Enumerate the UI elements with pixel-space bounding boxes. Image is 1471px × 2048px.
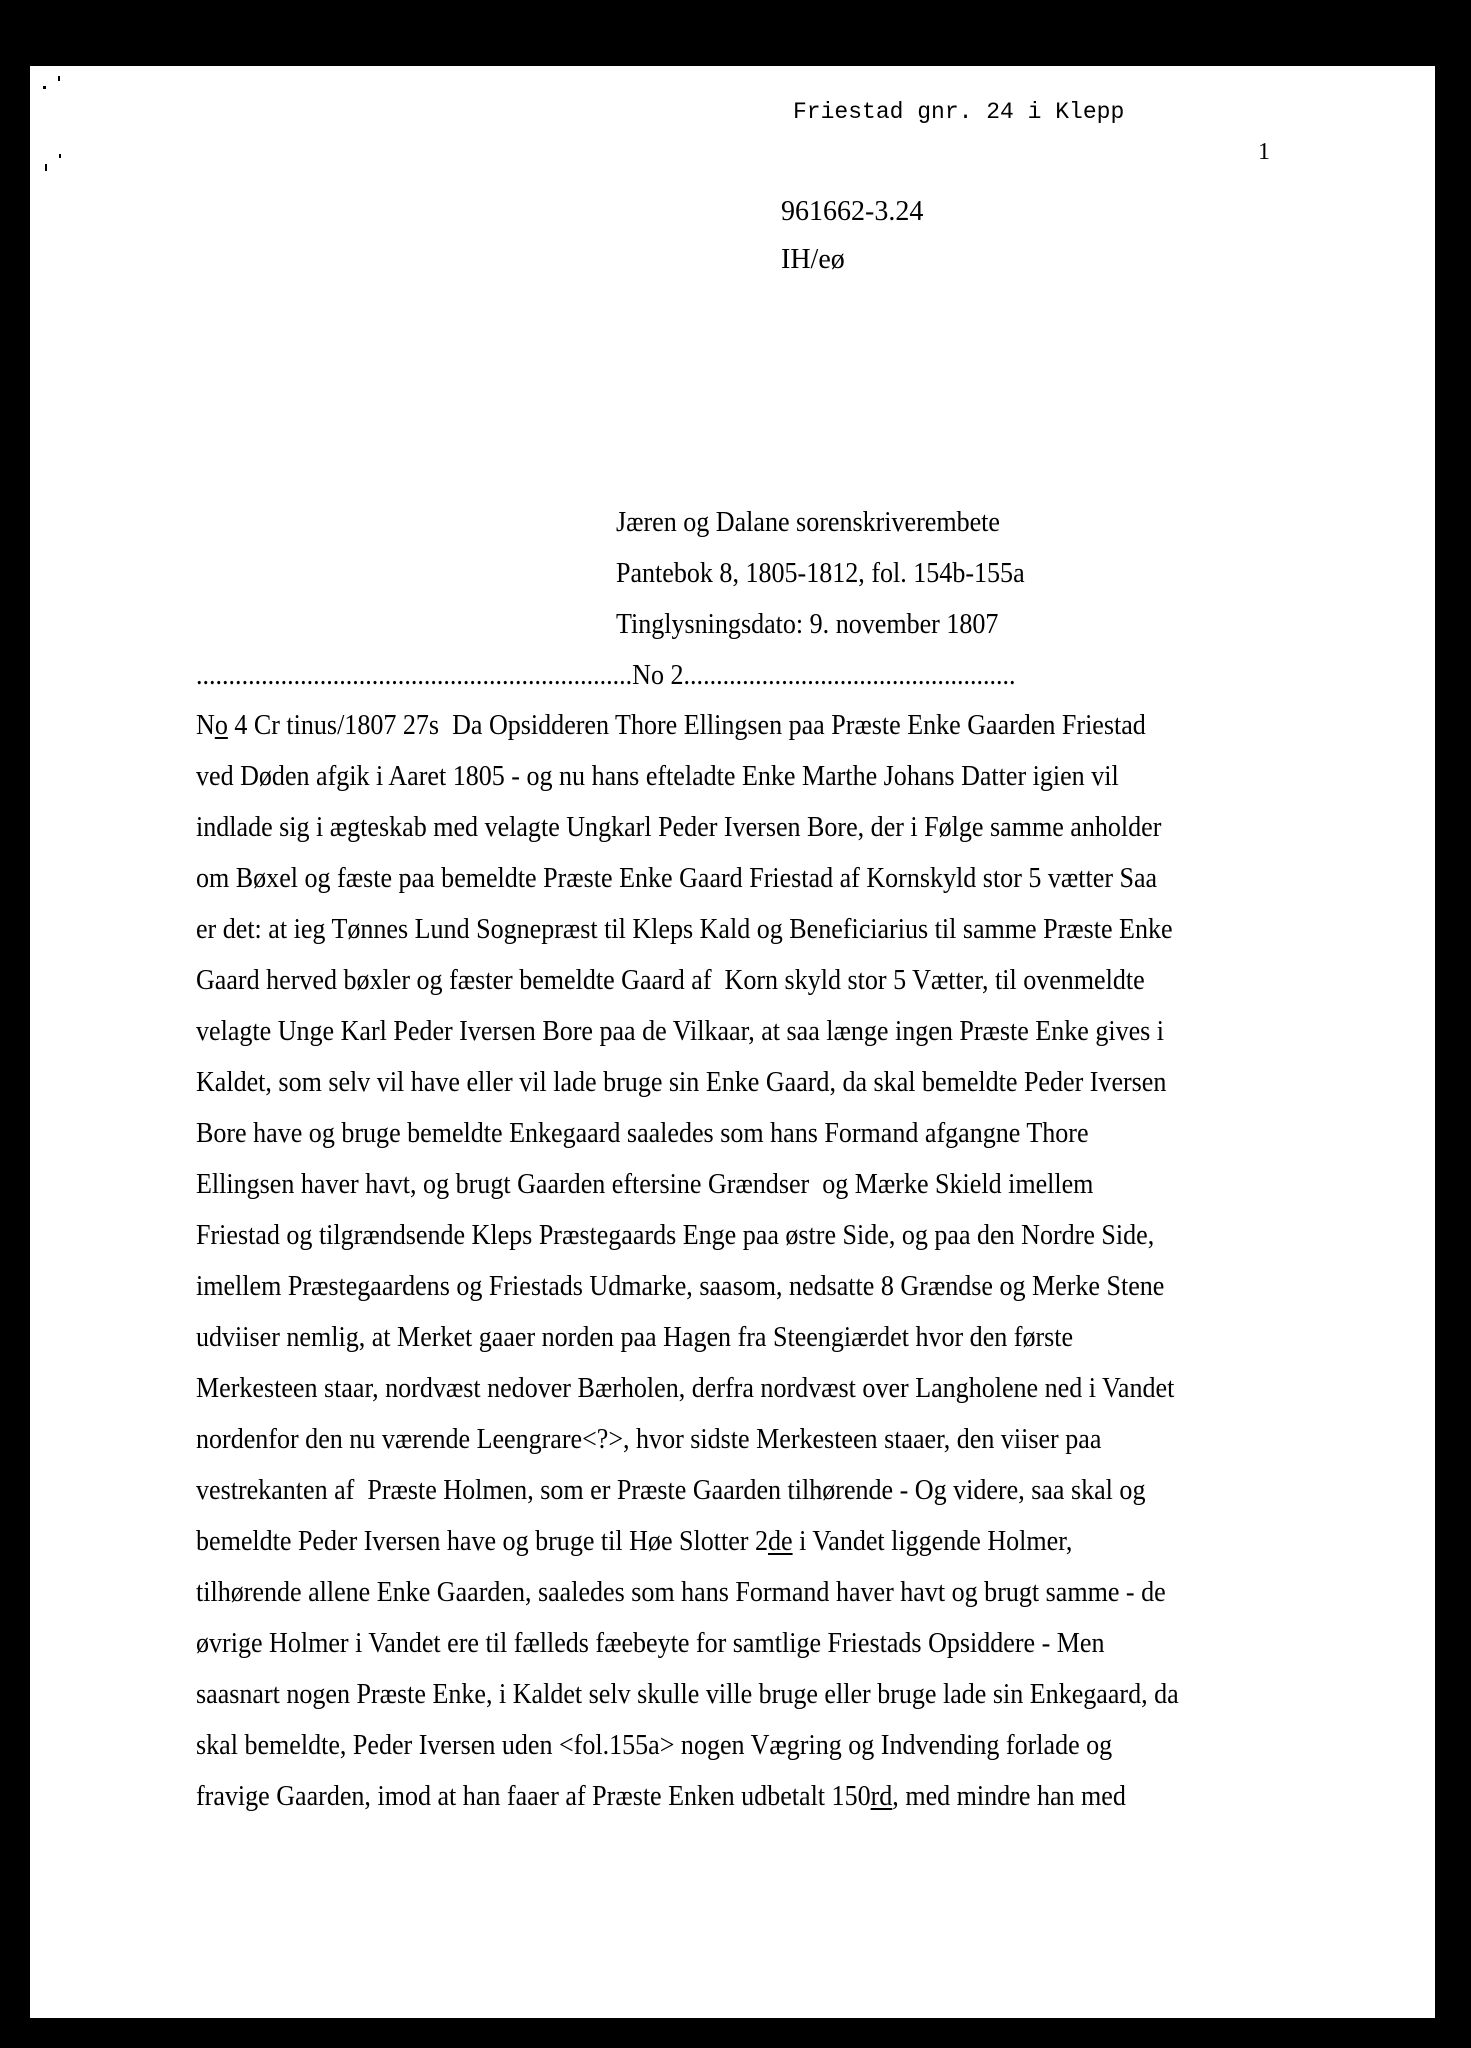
text-segment: øvrige Holmer i Vandet ere til fælleds fæebeyte for samtlige Friestads Opsiddere - Men	[196, 1628, 1105, 1659]
scan-speck	[43, 86, 46, 89]
reference-number: 961662-3.24	[781, 196, 924, 227]
text-segment: om Bøxel og fæste paa bemeldte Præste Enke Gaard Friestad af Kornskyld stor 5 vætter Saa	[196, 863, 1158, 894]
text-segment: fravige Gaarden, imod at han faaer af Præste Enken udbetalt 150	[196, 1781, 871, 1812]
text-segment: Merkesteen staar, nordvæst nedover Bærholen, derfra nordvæst over Langholene ned i Vandet	[196, 1373, 1175, 1404]
text-segment: Kaldet, som selv vil have eller vil lade bruge sin Enke Gaard, da skal bemeldte Peder Iversen	[196, 1067, 1167, 1098]
text-line	[196, 1271, 1164, 1303]
separator-dots-right: ...................................................	[683, 660, 1016, 691]
text-line	[196, 1781, 1126, 1813]
text-line	[196, 1628, 1105, 1660]
underlined-text: rd	[870, 1781, 893, 1812]
author-initials: IH/eø	[781, 244, 845, 275]
text-line	[196, 1067, 1166, 1099]
scan-speck	[59, 154, 61, 158]
text-line	[196, 1118, 1089, 1150]
text-line	[196, 965, 1145, 997]
page-number: 1	[1258, 139, 1270, 165]
text-segment: vestrekanten af Præste Holmen, som er Præste Gaarden tilhørende - Og videre, saa skal og	[196, 1475, 1146, 1506]
text-line	[196, 1322, 1073, 1354]
text-line	[196, 1730, 1112, 1762]
text-segment: Bore have og bruge bemeldte Enkegaard saaledes som hans Formand afgangne Thore	[196, 1118, 1089, 1149]
text-line	[196, 1577, 1166, 1609]
text-segment: imellem Præstegaardens og Friestads Udmarke, saasom, nedsatte 8 Grændse og Merke Stene	[196, 1271, 1165, 1302]
text-segment: nordenfor den nu værende Leengrare<?>, hvor sidste Merkesteen staaer, den viiser paa	[196, 1424, 1102, 1455]
source-book: Pantebok 8, 1805-1812, fol. 154b-155a	[616, 558, 1025, 589]
text-line	[196, 1475, 1145, 1507]
text-line	[196, 761, 1119, 793]
underlined-text: o	[214, 710, 228, 741]
text-segment: Ellingsen haver havt, og brugt Gaarden eftersine Grændser og Mærke Skield imellem	[196, 1169, 1094, 1200]
text-line	[196, 710, 1146, 742]
separator-dots-left: ...................................................................	[196, 660, 633, 691]
text-segment: N	[196, 710, 215, 741]
text-line	[196, 1679, 1179, 1711]
text-line	[196, 1016, 1164, 1048]
separator-line	[196, 660, 1016, 692]
text-line	[196, 1424, 1101, 1456]
text-segment: Gaard herved bøxler og fæster bemeldte Gaard af Korn skyld stor 5 Vætter, til ovenmeldte	[196, 965, 1145, 996]
registration-date: Tinglysningsdato: 9. november 1807	[616, 609, 999, 640]
text-segment: skal bemeldte, Peder Iversen uden <fol.155a> nogen Vægring og Indvending forlade og	[196, 1730, 1113, 1761]
text-segment: , med mindre han med	[892, 1781, 1126, 1812]
text-segment: tilhørende allene Enke Gaarden, saaledes som hans Formand haver havt og brugt samme - de	[196, 1577, 1166, 1608]
text-segment: saasnart nogen Præste Enke, i Kaldet selv skulle ville bruge eller bruge lade sin Enkegaard, da	[196, 1679, 1179, 1710]
text-line	[196, 1526, 1072, 1558]
document-page	[30, 66, 1435, 2018]
text-segment: 4 Cr tinus/1807 27s Da Opsidderen Thore Ellingsen paa Præste Enke Gaarden Friestad	[227, 710, 1146, 741]
source-office: Jæren og Dalane sorenskriverembete	[616, 507, 1000, 538]
text-line	[196, 1169, 1093, 1201]
text-line	[196, 1373, 1174, 1405]
text-line	[196, 1220, 1154, 1252]
text-segment: er det: at ieg Tønnes Lund Sognepræst til Kleps Kald og Beneficiarius til samme Præste Enke	[196, 914, 1173, 945]
text-segment: bemeldte Peder Iversen have og bruge til Høe Slotter 2	[196, 1526, 768, 1557]
underlined-text: de	[767, 1526, 793, 1557]
text-segment: udviiser nemlig, at Merket gaaer norden paa Hagen fra Steengiærdet hvor den første	[196, 1322, 1074, 1353]
text-line	[196, 863, 1157, 895]
text-segment: ved Døden afgik i Aaret 1805 - og nu hans efteladte Enke Marthe Johans Datter igien vil	[196, 761, 1119, 792]
document-title: Friestad gnr. 24 i Klepp	[793, 99, 1125, 125]
scan-speck	[58, 76, 60, 81]
text-segment: i Vandet liggende Holmer,	[792, 1526, 1073, 1557]
text-segment: velagte Unge Karl Peder Iversen Bore paa de Vilkaar, at saa længe ingen Præste Enke gives i	[196, 1016, 1165, 1047]
text-line	[196, 914, 1173, 946]
scan-speck	[45, 164, 47, 171]
entry-number: No 2	[632, 660, 684, 691]
text-segment: indlade sig i ægteskab med velagte Ungkarl Peder Iversen Bore, der i Følge samme anholder	[196, 812, 1162, 843]
text-line	[196, 812, 1161, 844]
text-segment: Friestad og tilgrændsende Kleps Præstegaards Enge paa østre Side, og paa den Nordre Side,	[196, 1220, 1155, 1251]
